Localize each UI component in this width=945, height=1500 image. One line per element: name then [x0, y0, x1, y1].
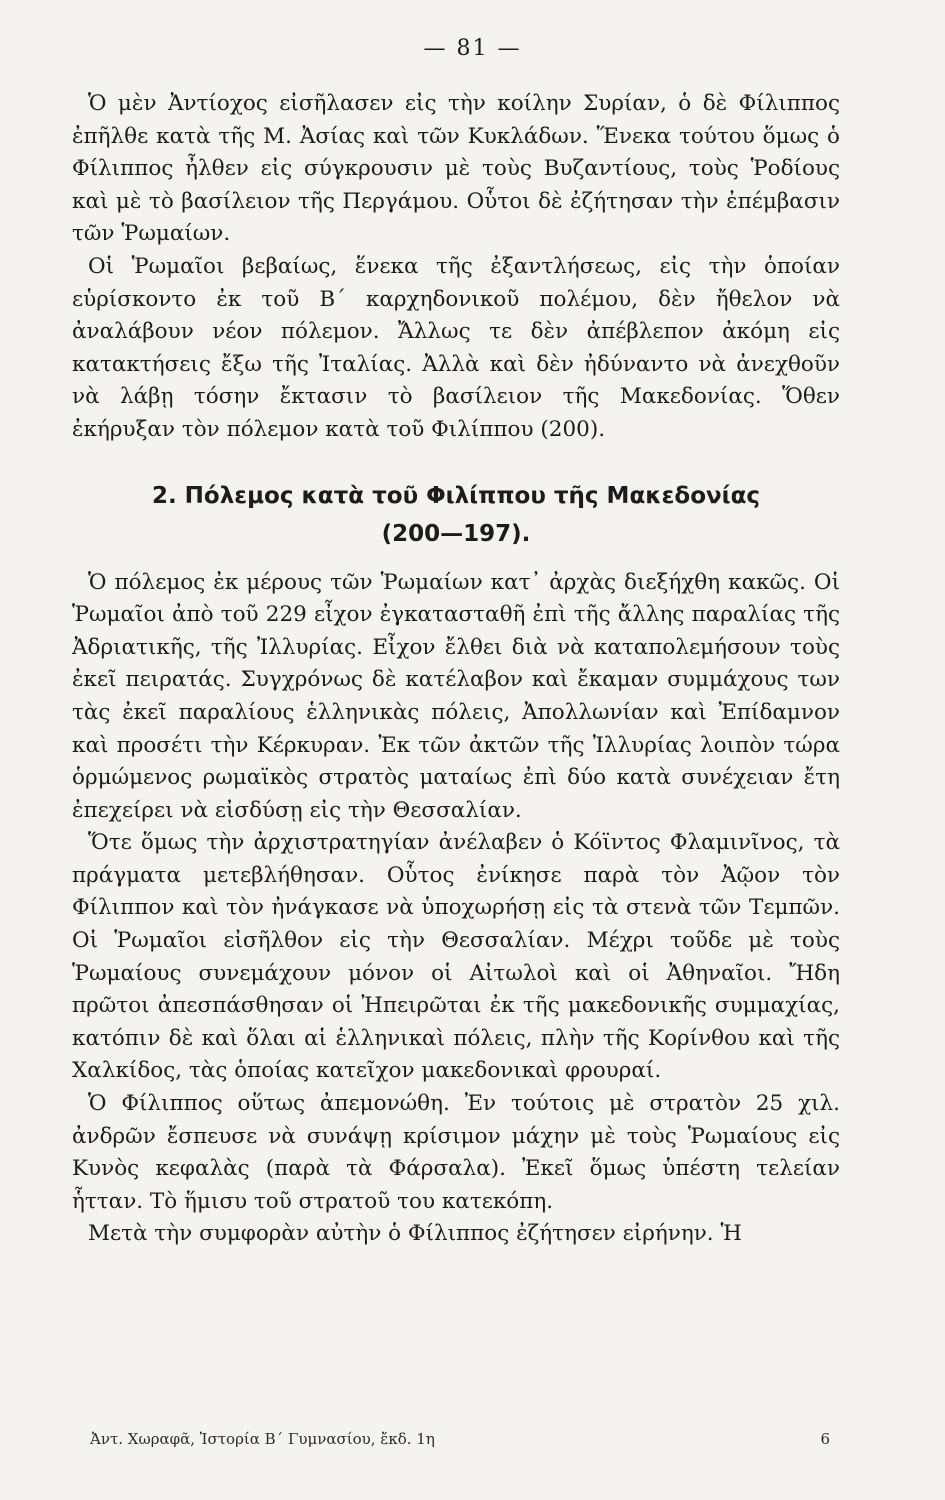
page-footer — [90, 1430, 830, 1448]
paragraph: Ὁ μὲν Ἀντίοχος εἰσῆλασεν εἰς τὴν κοίλην Συρίαν, ὁ δὲ Φίλιππος ἐπῆλθε κατὰ τῆς Μ. Ἀσίας καὶ τῶν Κυκλάδων. Ἕνεκα τούτου ὅμως ὁ Φίλιππος ἦλθεν εἰς σύγκρουσιν μὲ τοὺς Βυζαντίους, τοὺς Ῥοδίους καὶ μὲ τὸ βασίλειον τῆς Περγάμου. Οὗτοι δὲ ἐζήτησαν τὴν ἐπέμβασιν τῶν Ῥωμαίων. — [72, 91, 840, 247]
sheet-number: 6 — [820, 1430, 830, 1448]
paragraph: Οἱ Ῥωμαῖοι βεβαίως, ἕνεκα τῆς ἐξαντλήσεως, εἰς τὴν ὁποίαν εὑρίσκοντο ἐκ τοῦ Β΄ καρχηδονικοῦ πολέμου, δὲν ἤθελον νὰ ἀναλάβουν νέον πόλεμον. Ἄλλως τε δὲν ἀπέβλεπον ἀκόμη εἰς κατακτήσεις ἔξω τῆς Ἰταλίας. Ἀλλὰ καὶ δὲν ἠδύναντο νὰ ἀνεχθοῦν νὰ λάβῃ τόσην ἔκτασιν τὸ βασίλειον τῆς Μακεδονίας. Ὅθεν ἐκήρυξαν τὸν πόλεμον κατὰ τοῦ Φιλίππου (200). — [72, 253, 840, 442]
paragraph: Ὅτε ὅμως τὴν ἀρχιστρατηγίαν ἀνέλαβεν ὁ Κόϊντος Φλαμινῖνος, τὰ πράγματα μετεβλήθησαν. Οὗτος ἐνίκησε παρὰ τὸν Ἀῷον τὸν Φίλιππον καὶ τὸν ἠνάγκασε νὰ ὑποχωρήσῃ εἰς τὰ στενὰ τῶν Τεμπῶν. Οἱ Ῥωμαῖοι εἰσῆλθον εἰς τὴν Θεσσαλίαν. Μέχρι τοῦδε μὲ τοὺς Ῥωμαίους συνεμάχουν μόνον οἱ Αἰτωλοὶ καὶ οἱ Ἀθηναῖοι. Ἤδη πρῶτοι ἀπεσπάσθησαν οἱ Ἠπειρῶται ἐκ τῆς μακεδονικῆς συμμαχίας, κατόπιν δὲ καὶ ὅλαι αἱ ἑλληνικαὶ πόλεις, πλὴν τῆς Κορίνθου καὶ τῆς Χαλκίδος, τὰς ὁποίας κατεῖχον μακεδονικαὶ φρουραί. — [72, 830, 840, 1084]
page-body — [72, 88, 840, 1251]
page-number: — 81 — — [423, 36, 522, 61]
section-heading-title: 2. Πόλεμος κατὰ τοῦ Φιλίππου τῆς Μακεδονίας — [151, 482, 761, 509]
footer-book-credit: Ἀντ. Χωραφᾶ, Ἱστορία Β΄ Γυμνασίου, ἔκδ. 1η — [90, 1430, 435, 1448]
section-heading-dates: (200—197). — [381, 520, 531, 547]
paragraph: Ὁ Φίλιππος οὕτως ἀπεμονώθη. Ἐν τούτοις μὲ στρατὸν 25 χιλ. ἀνδρῶν ἔσπευσε νὰ συνάψῃ κρίσιμον μάχην μὲ τοὺς Ῥωμαίους εἰς Κυνὸς κεφαλὰς (παρὰ τὰ Φάρσαλα). Ἐκεῖ ὅμως ὑπέστη τελείαν ἧτταν. Τὸ ἥμισυ τοῦ στρατοῦ του κατεκόπη. — [72, 1091, 840, 1214]
section-heading — [72, 477, 840, 553]
paragraph: Μετὰ τὴν συμφορὰν αὐτὴν ὁ Φίλιππος ἐζήτησεν εἰρήνην. Ἡ — [88, 1221, 742, 1247]
paragraph: Ὁ πόλεμος ἐκ μέρους τῶν Ῥωμαίων κατ᾽ ἀρχὰς διεξήχθη κακῶς. Οἱ Ῥωμαῖοι ἀπὸ τοῦ 229 εἶχον ἐγκατασταθῆ ἐπὶ τῆς ἄλλης παραλίας τῆς Ἀδριατικῆς, τῆς Ἰλλυρίας. Εἶχον ἔλθει διὰ νὰ καταπολεμήσουν τοὺς ἐκεῖ πειρατάς. Συγχρόνως δὲ κατέλαβον καὶ ἔκαμαν συμμάχους των τὰς ἐκεῖ παραλίους ἑλληνικὰς πόλεις, Ἀπολλωνίαν καὶ Ἐπίδαμνον καὶ προσέτι τὴν Κέρκυραν. Ἐκ τῶν ἀκτῶν τῆς Ἰλλυρίας λοιπὸν τώρα ὁρμώμενος ρωμαϊκὸς στρατὸς ματαίως ἐπὶ δύο κατὰ συνέχειαν ἔτη ἐπεχείρει νὰ εἰσδύσῃ εἰς τὴν Θεσσαλίαν. — [72, 569, 840, 823]
